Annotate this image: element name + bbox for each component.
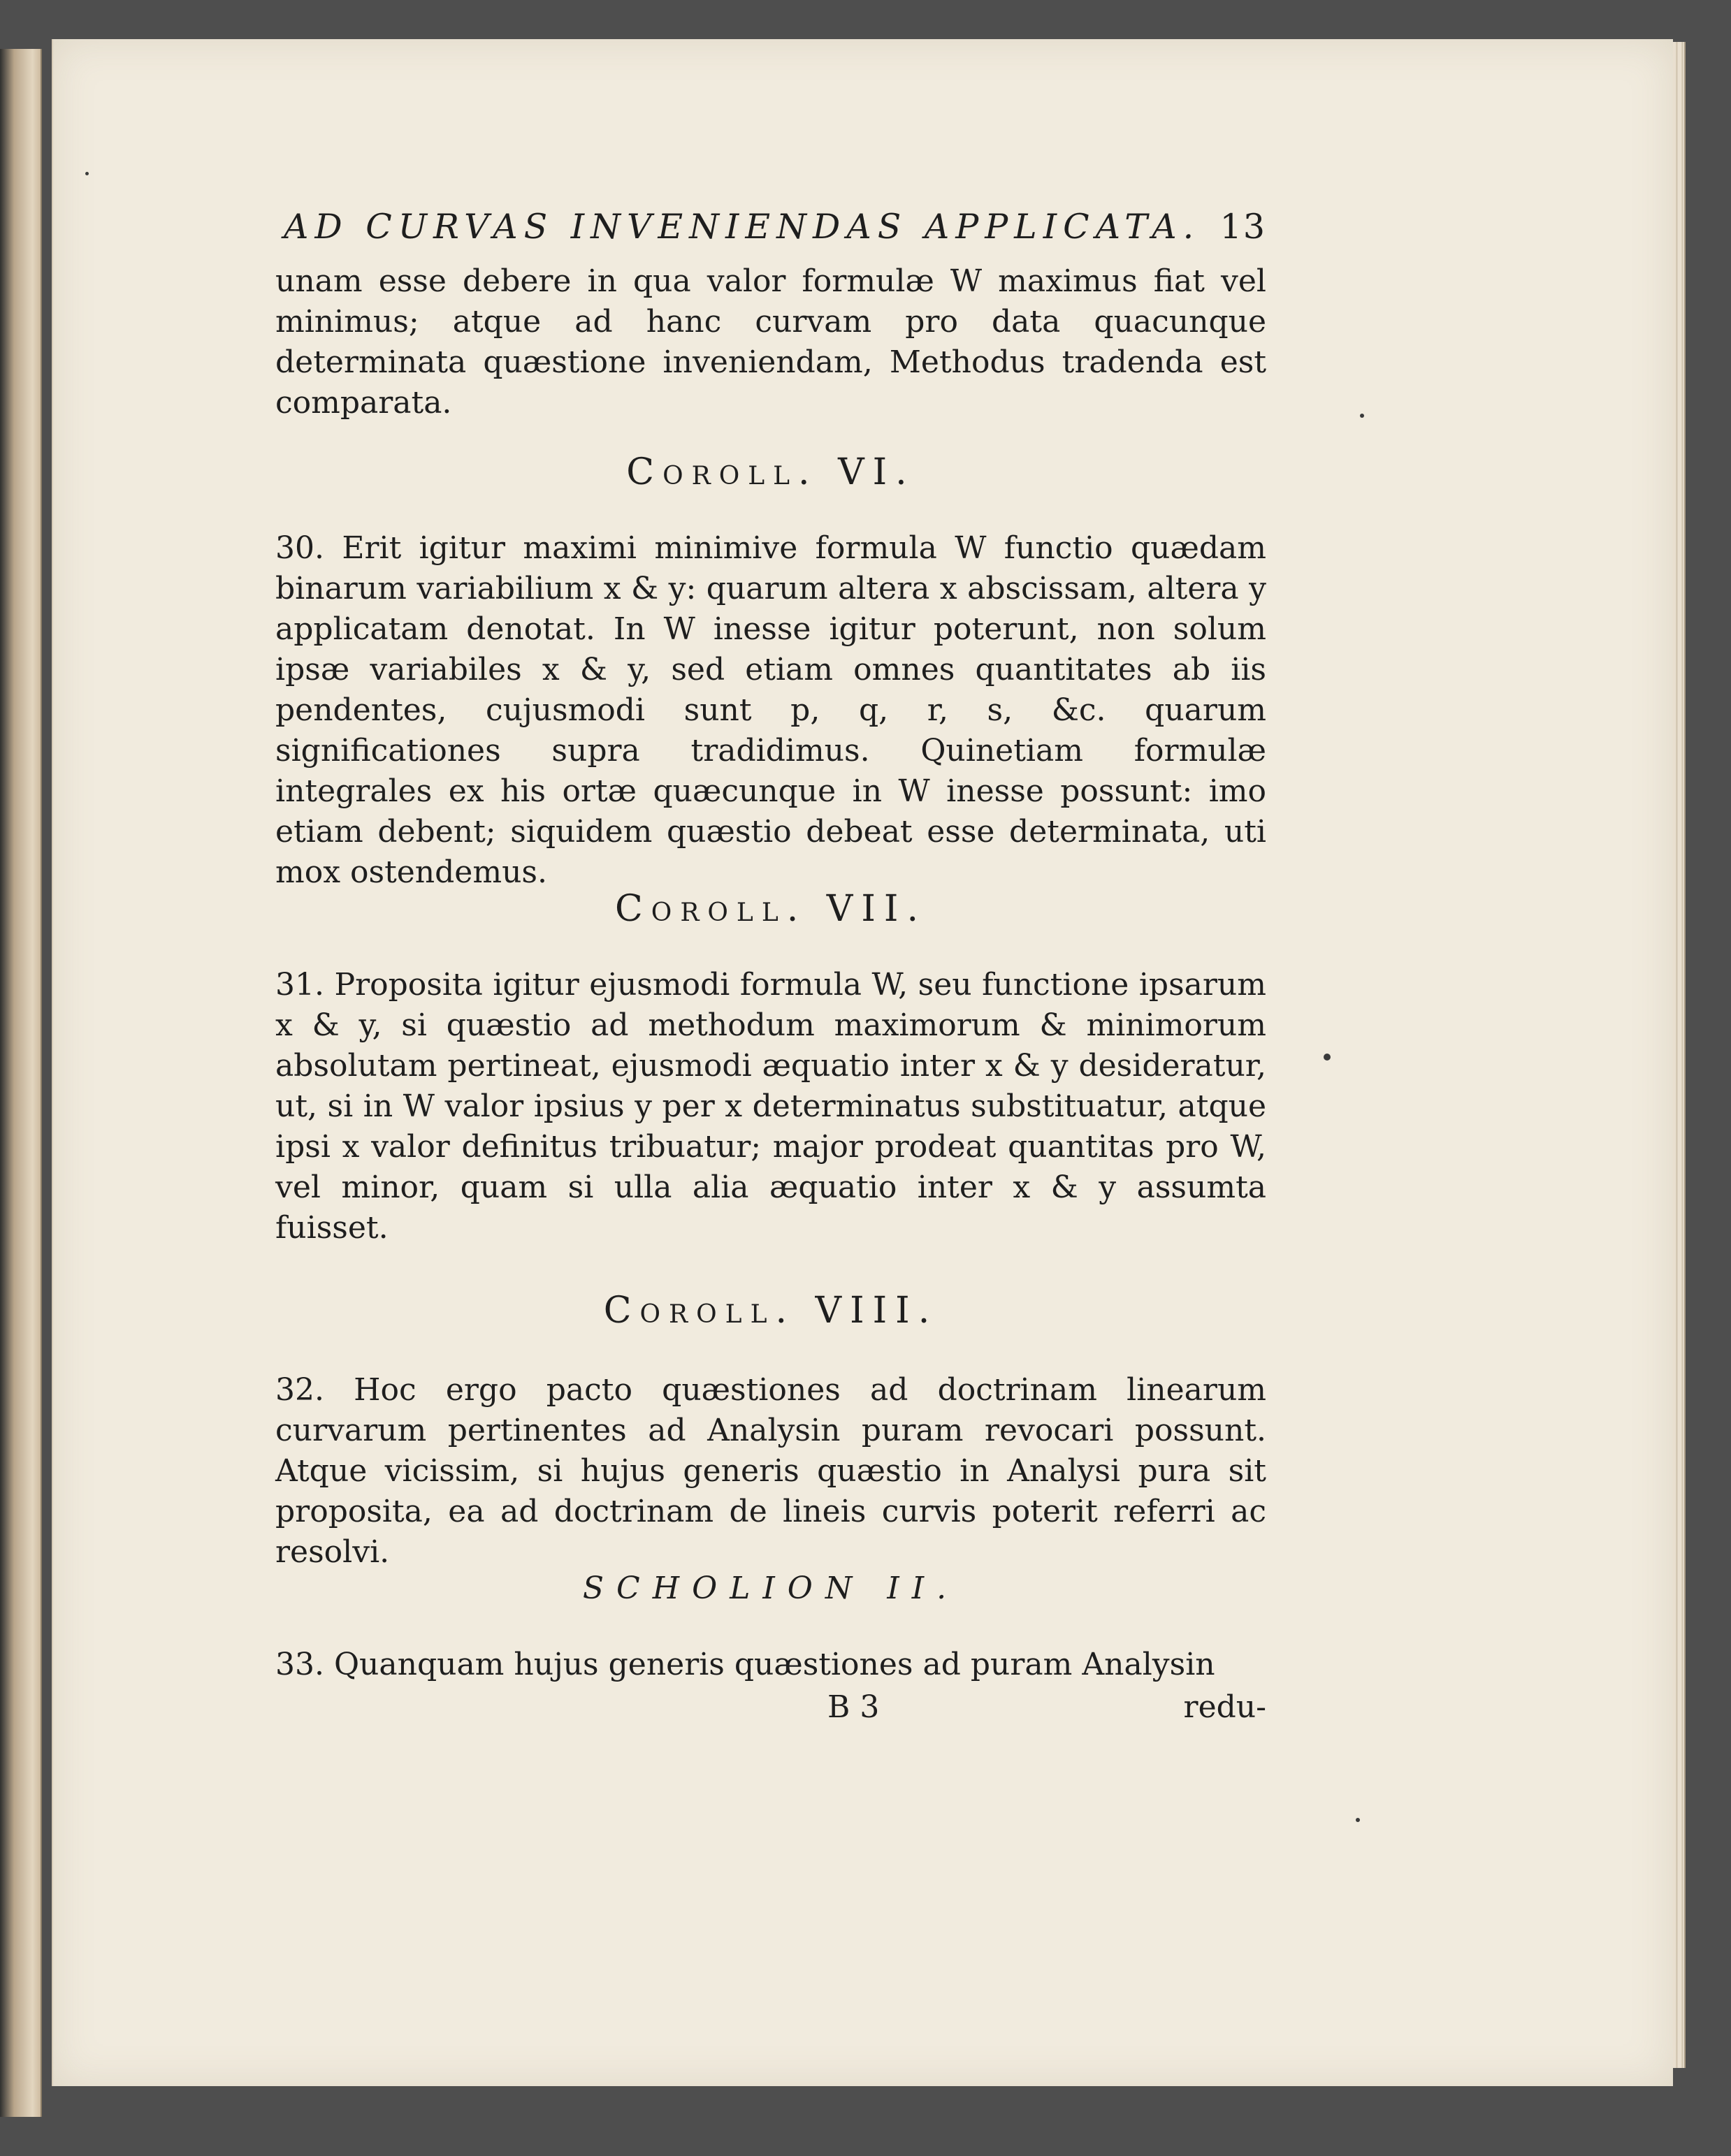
running-head: [275, 207, 1266, 256]
paragraph-30: 30. Erit igitur maximi minimive formula W functio quædam binarum variabilium x & y: quarum altera x abscissam, altera y applicatam denotat. In W inesse igitur poterunt, non solum ipsæ variabiles x & y, sed etiam omnes quantitates ab iis pendentes, cujusmodi sunt p, q, r, s, &c. quarum significationes supra tradidimus. Quinetiam formulæ integrales ex his ortæ quæcunque in W inesse possunt: imo etiam debent; siquidem quæstio debeat esse determinata, uti mox ostendemus.: [275, 530, 1266, 890]
section-heading-coroll-vi: Coroll. VI.: [626, 451, 915, 493]
paper-speck: [1324, 1054, 1331, 1061]
section-heading-coroll-vii: Coroll. VII.: [615, 888, 927, 930]
book-page: [52, 39, 1673, 2086]
scholion-heading: SCHOLION II.: [582, 1571, 959, 1606]
paragraph-31: 31. Proposita igitur ejusmodi formula W, seu functione ipsarum x & y, si quæstio ad methodum maximorum & minimorum absolutam pertineat, ejusmodi æquatio inter x & y desideratur, ut, si in W valor ipsius y per x determinatus substituatur, atque ipsi x valor definitus tribuatur; major prodeat quantitas pro W, vel minor, quam si ulla alia æquatio inter x & y assumta fuisset.: [275, 967, 1266, 1246]
paper-speck: [1356, 1818, 1360, 1822]
book-spine: [0, 49, 42, 2117]
intro-paragraph: unam esse debere in qua valor formulæ W maximus fiat vel minimus; atque ad hanc curvam pro data quacunque determinata quæstione inveniendam, Methodus tradenda est comparata.: [275, 263, 1266, 421]
page-number: 13: [1219, 207, 1266, 247]
paper-speck: [1360, 414, 1364, 418]
paragraph-33-first-line: 33. Quanquam hujus generis quæstiones ad puram Analysin: [275, 1647, 1215, 1682]
paper-speck: [85, 172, 89, 175]
signature-mark: B 3: [827, 1689, 880, 1725]
page-footer: [275, 1689, 1266, 1731]
section-heading-coroll-viii: Coroll. VIII.: [603, 1290, 939, 1332]
paragraph-32: 32. Hoc ergo pacto quæstiones ad doctrinam linearum curvarum pertinentes ad Analysin puram revocari possunt. Atque vicissim, si hujus generis quæstio in Analysi pura sit proposita, ea ad doctrinam de lineis curvis poterit referri ac resolvi.: [275, 1372, 1266, 1570]
running-head-title: AD CURVAS INVENIENDAS APPLICATA.: [284, 207, 1201, 247]
catchword: redu-: [1183, 1689, 1266, 1725]
